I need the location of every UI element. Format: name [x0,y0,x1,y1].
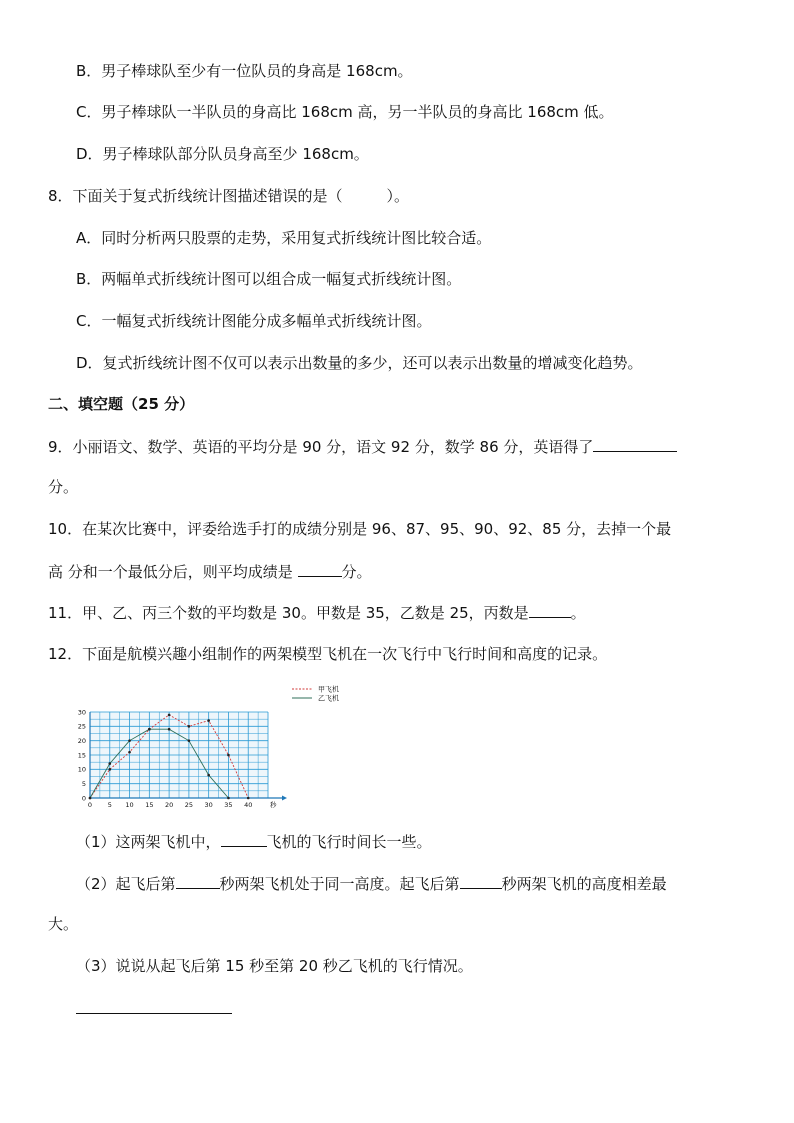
q10-text: 高 分和一个最低分后，则平均成绩是 [48,563,298,581]
section-title: 二、填空题（25 分） [48,395,195,413]
x-tick-label: 5 [107,801,112,809]
x-tick-label: 40 [244,801,253,809]
x-tick-label: 15 [145,801,154,809]
data-point [207,774,210,777]
x-tick-label: 0 [87,801,93,809]
flight-chart [70,682,360,816]
y-tick-label: 0 [81,794,86,803]
data-point [108,768,111,771]
q7-option-b: B．男子棒球队至少有一位队员的身高是 168cm。 [76,62,413,80]
data-point [188,739,191,742]
data-point [108,762,111,765]
q12-sub2 [76,873,667,894]
q11-text: 11．甲、乙、丙三个数的平均数是 30。甲数是 35，乙数是 25，丙数是 [48,604,529,622]
q12-sub2-text-end: 秒两架飞机的高度相差最 [501,875,667,893]
q10-line1: 10．在某次比赛中，评委给选手打的成绩分别是 96、87、95、90、92、85 分，去掉一个最 [48,520,672,538]
x-tick-label: 25 [184,801,194,809]
q12-sub3: （3）说说从起飞后第 15 秒至第 20 秒乙飞机的飞行情况。 [76,957,473,975]
data-point [128,739,131,742]
q12-sub2-blank-1[interactable] [176,873,220,889]
y-tick-label: 25 [77,722,86,731]
x-tick-label: 30 [204,801,213,809]
data-point [168,714,171,717]
q10-text-end: 分。 [341,563,372,581]
q11-answer-blank[interactable] [529,602,571,618]
q12-sub1-text: （1）这两架飞机中， [76,833,221,851]
data-point [227,797,230,800]
data-point [227,754,230,757]
y-tick-label: 30 [77,708,86,717]
q9-text: 9．小丽语文、数学、英语的平均分是 90 分，语文 92 分，数学 86 分，英语得了 [48,438,594,456]
q8-option-d: D．复式折线统计图不仅可以表示出数量的多少，还可以表示出数量的增减变化趋势。 [76,354,643,372]
data-point [148,728,151,731]
x-axis-label: 秒 [270,801,277,809]
data-point [128,751,131,754]
q12-sub3-answer-line[interactable] [76,1013,232,1014]
x-axis-arrow [282,796,287,801]
q9-line2: 分。 [48,478,79,496]
y-tick-label: 5 [81,779,86,788]
q12-sub1-blank[interactable] [221,831,267,847]
q12-sub1 [76,831,432,852]
y-tick-label: 15 [77,751,86,760]
y-tick-label: 20 [77,736,86,745]
y-tick-label: 10 [77,765,86,774]
q12-stem: 12．下面是航模兴趣小组制作的两架模型飞机在一次飞行中飞行时间和高度的记录。 [48,645,608,663]
legend-label-1: 甲飞机 [318,685,339,694]
data-point [89,797,92,800]
data-point [168,728,171,731]
q8-option-b: B．两幅单式折线统计图可以组合成一幅复式折线统计图。 [76,270,462,288]
legend-label-2: 乙飞机 [318,694,339,703]
q12-sub1-text-end: 飞机的飞行时间长一些。 [266,833,432,851]
q10-answer-blank[interactable] [298,561,342,577]
q11-text-end: 。 [570,604,586,622]
x-tick-label: 20 [164,801,174,809]
data-point [247,797,250,800]
q12-sub2-blank-2[interactable] [460,873,502,889]
q12-sub2-text-mid: 秒两架飞机处于同一高度。起飞后第 [219,875,460,893]
q9-answer-blank[interactable] [593,436,677,452]
x-tick-label: 35 [224,801,233,809]
q12-sub2-text: （2）起飞后第 [76,875,176,893]
q9-line1 [48,436,677,457]
x-tick-label: 10 [125,801,134,809]
data-point [207,719,210,722]
q8-stem-end: ）。 [386,187,410,205]
q7-option-d: D．男子棒球队部分队员身高至少 168cm。 [76,145,369,163]
q8-stem-text: 8．下面关于复式折线统计图描述错误的是（ [48,187,343,205]
data-point [188,725,191,728]
q11-line [48,602,586,623]
q8-option-c: C．一幅复式折线统计图能分成多幅单式折线统计图。 [76,312,432,330]
q7-option-c: C．男子棒球队一半队员的身高比 168cm 高，另一半队员的身高比 168cm 低。 [76,103,614,121]
q12-sub2-line2: 大。 [48,915,79,933]
q10-line2 [48,561,372,582]
q8-option-a: A．同时分析两只股票的走势，采用复式折线统计图比较合适。 [76,229,492,247]
q8-stem [48,186,409,206]
